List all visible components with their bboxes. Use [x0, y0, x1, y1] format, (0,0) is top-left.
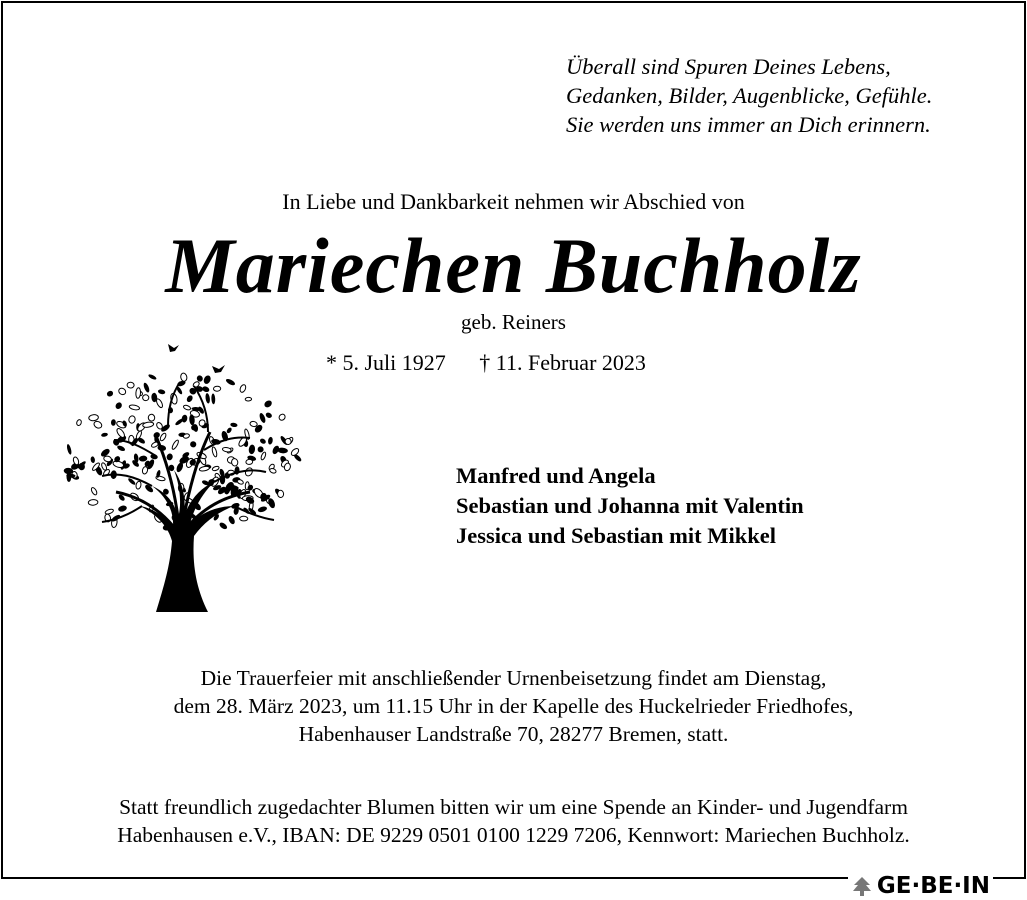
leaf-shape [88, 499, 98, 505]
leaf-shape [180, 373, 187, 382]
leaf-shape [171, 439, 179, 450]
birth-name: geb. Reiners [461, 310, 566, 334]
leaf-shape [257, 446, 264, 453]
leaf-shape [245, 397, 252, 401]
leaf-shape [231, 458, 238, 466]
leaf-shape [90, 456, 95, 463]
leaf-shape [136, 388, 141, 399]
leaf-shape [89, 414, 99, 421]
leaf-shape [183, 404, 191, 410]
leaf-shape [90, 487, 98, 496]
leaf-shape [237, 479, 245, 485]
leaf-shape [227, 515, 236, 525]
donation-line: Habenhausen e.V., IBAN: DE 9229 0501 0100 1229 7206, Kennwort: Mariechen Buchholz. [117, 823, 910, 847]
leaf-shape [103, 455, 112, 462]
poem [566, 52, 932, 139]
ceremony-line: Die Trauerfeier mit anschließender Urnenbeisetzung findet am Dienstag, [200, 666, 827, 690]
leaf-shape [155, 398, 163, 409]
leaf-shape [135, 481, 141, 490]
leaf-shape [189, 440, 198, 449]
leaf-shape [225, 378, 236, 387]
leaf-shape [118, 387, 127, 396]
leaf-shape [258, 412, 266, 423]
death-date: † 11. Februar 2023 [479, 350, 646, 375]
leaf-shape [226, 427, 233, 434]
leaf-shape [260, 452, 266, 461]
leaf-shape [250, 421, 258, 427]
leaf-shape [246, 459, 253, 465]
leaf-shape [157, 389, 165, 395]
poem-line: Gedanken, Bilder, Augenblicke, Gefühle. [566, 83, 933, 108]
leaf-shape [106, 390, 114, 398]
leaf-shape [267, 437, 273, 445]
leaf-shape [114, 401, 123, 410]
ceremony-info [0, 664, 1027, 748]
poem-line: Überall sind Spuren Deines Lebens, [566, 54, 891, 79]
leaf-shape [66, 444, 72, 455]
birth-date: * 5. Juli 1927 [326, 350, 446, 375]
leaf-shape [115, 427, 125, 438]
leaf-shape [166, 453, 174, 461]
leaf-shape [101, 462, 108, 471]
family-member: Jessica und Sebastian mit Mikkel [456, 523, 777, 548]
leaf-shape [199, 466, 210, 472]
leaf-shape [93, 420, 103, 429]
leaf-shape [148, 414, 155, 422]
donation-info [0, 793, 1027, 849]
tree-silhouette-icon [851, 875, 873, 897]
poem-line: Sie werden uns immer an Dich erinnern. [566, 112, 931, 137]
leaf-shape [218, 521, 228, 530]
leaf-shape [211, 393, 215, 404]
ceremony-line: Habenhauser Landstraße 70, 28277 Bremen, statt. [298, 722, 729, 746]
leaf-shape [263, 399, 273, 409]
leaf-shape [278, 413, 286, 421]
leaf-shape [159, 432, 167, 441]
leaf-shape [105, 508, 114, 515]
leaf-shape [116, 444, 125, 452]
leaf-shape [202, 374, 211, 385]
leaf-shape [213, 386, 220, 391]
leaf-shape [111, 419, 116, 426]
leaf-shape [139, 455, 148, 462]
leaf-shape [222, 447, 231, 453]
family-member: Manfred und Angela [456, 463, 656, 488]
leaf-shape [76, 419, 82, 426]
leaf-shape [186, 394, 194, 403]
leaf-shape [257, 506, 267, 514]
life-dates [326, 350, 646, 376]
logo-text: GE·BE·IN [876, 873, 990, 899]
leaf-shape [240, 516, 248, 521]
leaf-shape [101, 432, 108, 437]
leaf-shape [230, 422, 238, 427]
leaf-shape [239, 384, 247, 393]
leaf-shape [259, 438, 267, 445]
family-list [456, 461, 804, 551]
publisher-logo [848, 872, 993, 900]
leaf-shape [290, 447, 300, 457]
leaf-shape [211, 446, 217, 457]
leaf-shape [248, 444, 255, 454]
leaf-shape [143, 395, 149, 401]
tree-icon [56, 336, 306, 616]
deceased-name: Mariechen Buchholz [165, 222, 862, 309]
leaf-shape [148, 373, 157, 380]
leaf-shape [269, 468, 277, 474]
leaf-shape [129, 404, 140, 410]
leaf-shape [212, 465, 220, 471]
leaf-shape [142, 466, 149, 474]
leaf-shape [205, 393, 211, 404]
leaf-shape [277, 490, 284, 498]
leaf-shape [143, 382, 151, 393]
ceremony-line: dem 28. März 2023, um 11.15 Uhr in der Kapelle des Huckelrieder Friedhofes, [173, 694, 854, 718]
intro-text: In Liebe und Dankbarkeit nehmen wir Abschied von [282, 189, 745, 214]
donation-line: Statt freundlich zugedachter Blumen bitten wir um eine Spende an Kinder- und Jugendfarm [119, 795, 908, 819]
leaf-shape [117, 505, 127, 513]
leaf-shape [127, 382, 134, 388]
family-member: Sebastian und Johanna mit Valentin [456, 493, 804, 518]
leaf-shape [265, 412, 273, 419]
leaf-shape [128, 415, 136, 424]
